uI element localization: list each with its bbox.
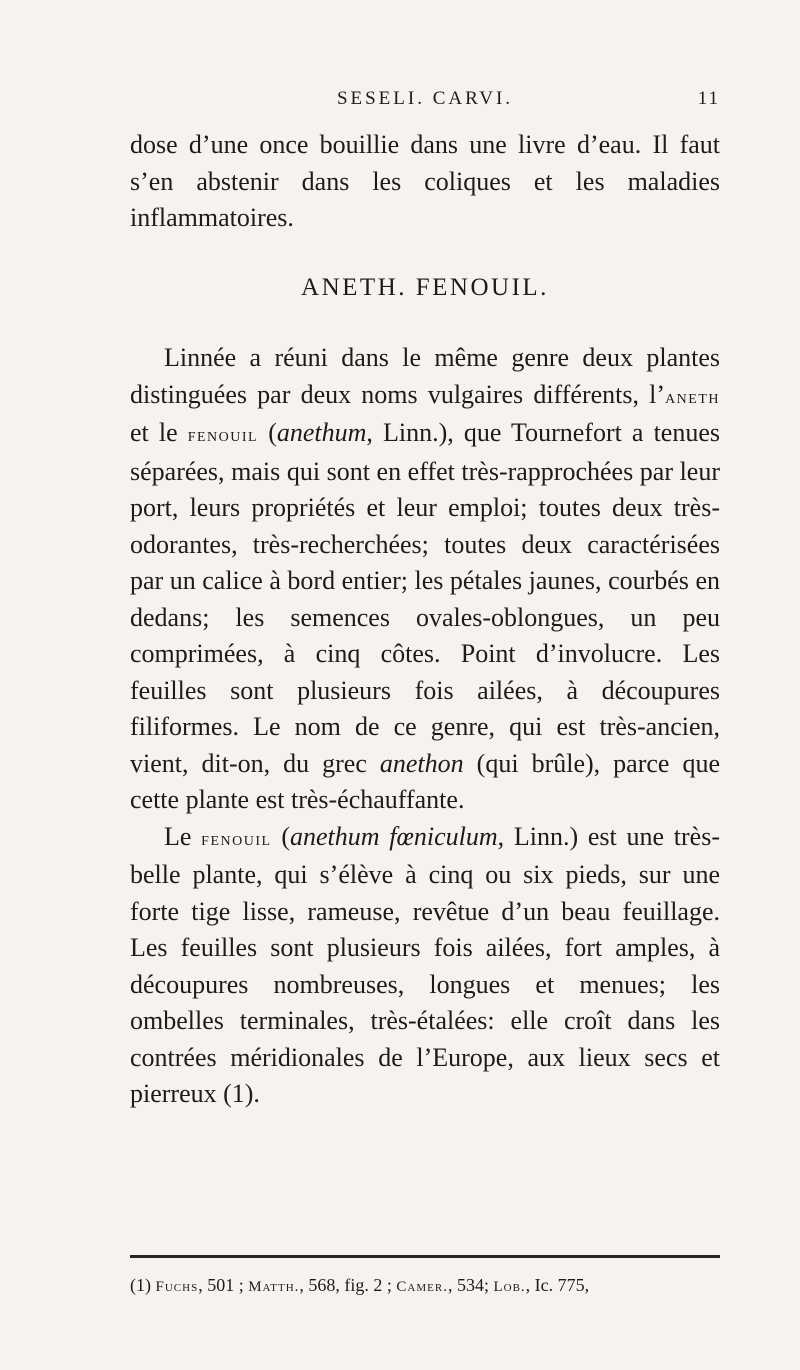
text-run: , 534; <box>447 1275 494 1295</box>
text-run: et le <box>130 418 188 447</box>
section-heading: ANETH. FENOUIL. <box>301 273 549 301</box>
latin-name: anethum <box>276 418 367 447</box>
author-ref: Matth. <box>248 1279 300 1295</box>
small-caps-term: fenouil <box>187 424 259 446</box>
small-caps-term: aneth <box>665 385 720 408</box>
paragraph-fenouil <box>130 819 720 1113</box>
paragraph-aneth-genre <box>130 340 720 819</box>
running-head <box>130 88 720 114</box>
text-run: ( <box>271 821 290 851</box>
text-run: ( <box>258 418 277 447</box>
greek-term: anethon <box>379 748 464 778</box>
footnote-mark: (1) <box>130 1275 156 1295</box>
text-run: Le <box>164 821 202 851</box>
running-title: SESELI. CARVI. <box>336 88 514 109</box>
author-ref: Camer. <box>396 1279 448 1295</box>
page-number: 11 <box>697 88 720 109</box>
footnote-rule <box>130 1255 720 1258</box>
author-ref: Fuchs <box>155 1279 199 1295</box>
small-caps-term: fenouil <box>201 827 272 850</box>
text-run: Linnée a réuni dans le même genre deux plantes distinguées par deux noms vulgaires différents, l’ <box>130 343 720 409</box>
author-ref: Lob. <box>493 1279 526 1295</box>
latin-name: anethum fœniculum <box>289 821 498 851</box>
text-run: , 568, fig. 2 ; <box>299 1275 397 1295</box>
text-run: (qui brûle), parce que cette plante est très-échauffante. <box>130 748 720 814</box>
main-text <box>130 127 720 1113</box>
text-run: , Ic. 775, <box>525 1275 590 1295</box>
intro-paragraph: dose d’une once bouillie dans une livre d’eau. Il faut s’en abstenir dans les coliques et les maladies inflammatoires. <box>130 130 720 232</box>
text-run: , Linn.), que Tournefort a tenues séparées, mais qui sont en effet très-rapprochées par leur port, leurs propriétés et leur emploi; toutes deux très-odorantes, très-recherchées; toutes deux caractérisées par un calice à bord entier; les pétales jaunes, courbés en dedans; les semences ovales-oblongues, un peu comprimées, à cinq côtes. Point d’involucre. Les feuilles sont plusieurs fois ailées, à découpures filiformes. Le nom de ce genre, qui est très-ancien, vient, dit-on, du grec <box>130 418 720 778</box>
text-run: , 501 ; <box>198 1275 249 1295</box>
footnote <box>130 1275 730 1296</box>
text-run: , Linn.) est une très-belle plante, qui s’élève à cinq ou six pieds, sur une forte tige lisse, rameuse, revêtue d’un beau feuillage. Les feuilles sont plusieurs fois ailées, fort amples, à découpures nombreuses, longues et menues; les ombelles terminales, très-étalées: elle croît dans les contrées méridionales de l’Europe, aux lieux secs et pierreux (1). <box>130 821 720 1108</box>
